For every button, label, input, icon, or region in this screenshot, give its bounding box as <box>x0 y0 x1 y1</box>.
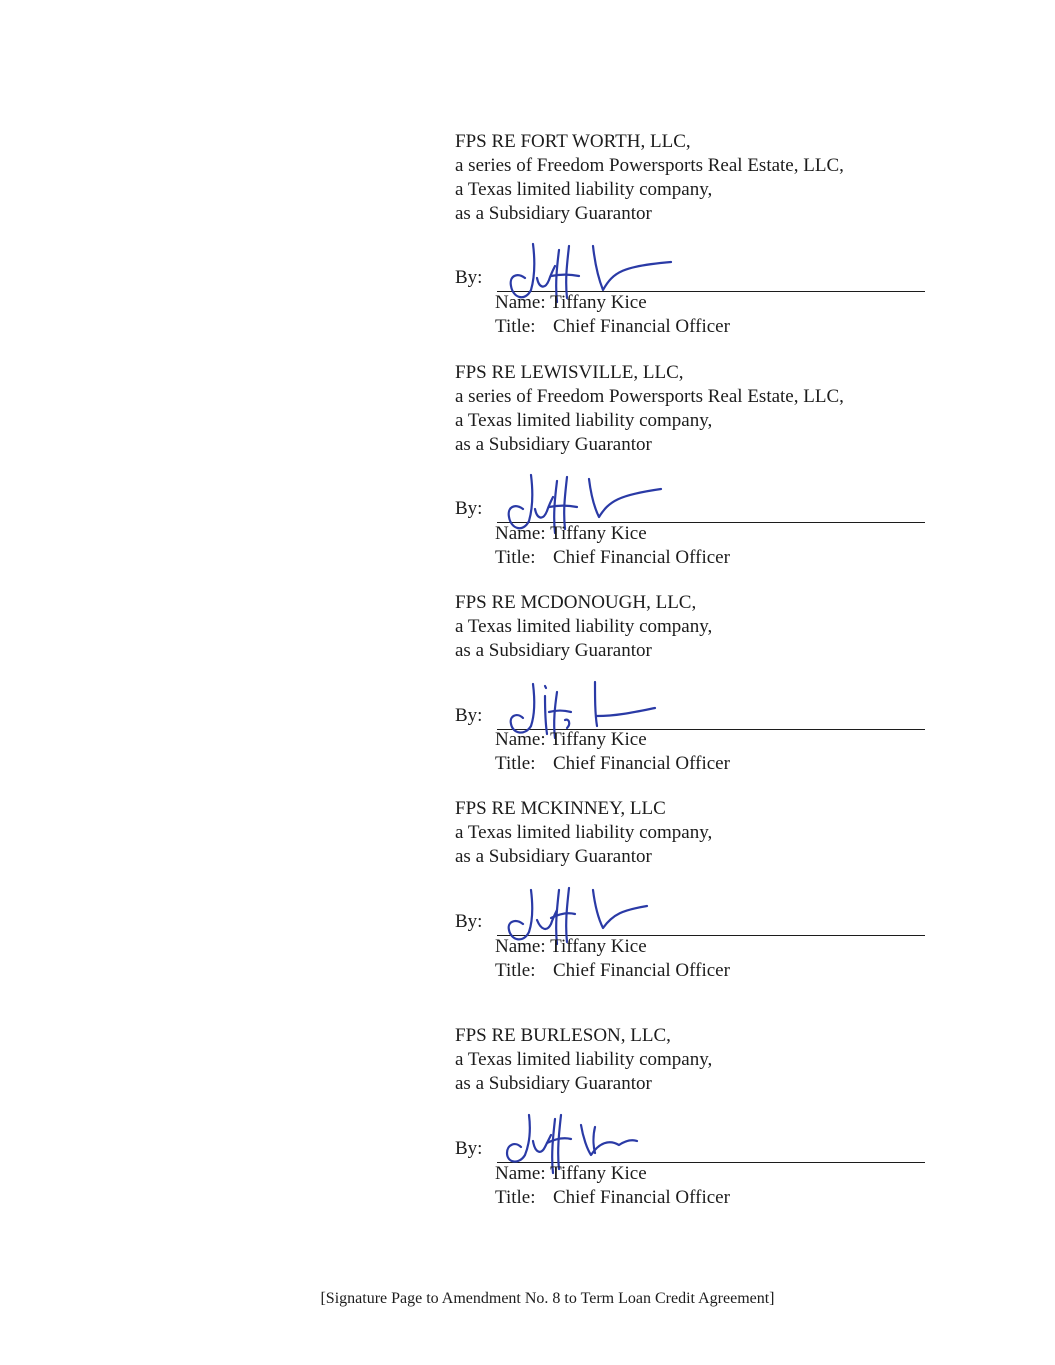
signer-name-row <box>495 935 730 959</box>
entity-name: FPS RE LEWISVILLE, LLC, <box>455 362 684 383</box>
signer-title-row <box>495 315 730 339</box>
name-label: Name: <box>495 729 546 750</box>
name-label: Name: <box>495 292 546 313</box>
signature-row <box>455 473 925 523</box>
signer-name: Tiffany Kice <box>550 729 647 750</box>
signer-details <box>495 1162 730 1210</box>
by-label: By: <box>455 498 483 519</box>
entity-description-line: a series of Freedom Powersports Real Estate, LLC, <box>455 155 844 176</box>
entity-description-line: a Texas limited liability company, <box>455 616 713 637</box>
signer-title: Chief Financial Officer <box>553 753 730 774</box>
signatory-block-lewisville <box>455 361 925 457</box>
by-label: By: <box>455 1138 483 1159</box>
signer-title: Chief Financial Officer <box>553 547 730 568</box>
entity-description-line: as a Subsidiary Guarantor <box>455 640 652 661</box>
signer-title-row <box>495 1186 730 1210</box>
signatory-block-mckinney <box>455 797 925 869</box>
entity-description-line: a Texas limited liability company, <box>455 1049 713 1070</box>
signer-name-row <box>495 522 730 546</box>
signer-details <box>495 522 730 570</box>
entity-description-line: as a Subsidiary Guarantor <box>455 434 652 455</box>
signatory-block-mcdonough <box>455 591 925 663</box>
signer-title-row <box>495 752 730 776</box>
entity-name: FPS RE BURLESON, LLC, <box>455 1025 671 1046</box>
by-label: By: <box>455 911 483 932</box>
signature-row <box>455 242 925 292</box>
signatory-block-fort-worth <box>455 130 925 226</box>
title-label: Title: <box>495 960 536 981</box>
signer-details <box>495 728 730 776</box>
entity-description-line: as a Subsidiary Guarantor <box>455 846 652 867</box>
signer-title-row <box>495 959 730 983</box>
name-label: Name: <box>495 936 546 957</box>
signer-name-row <box>495 1162 730 1186</box>
entity-description-line: as a Subsidiary Guarantor <box>455 1073 652 1094</box>
signer-name: Tiffany Kice <box>550 1163 647 1184</box>
signer-name-row <box>495 728 730 752</box>
signer-details <box>495 291 730 339</box>
title-label: Title: <box>495 547 536 568</box>
signer-title: Chief Financial Officer <box>553 960 730 981</box>
entity-name: FPS RE FORT WORTH, LLC, <box>455 131 691 152</box>
name-label: Name: <box>495 1163 546 1184</box>
entity-description-line: a Texas limited liability company, <box>455 410 713 431</box>
entity-name: FPS RE MCKINNEY, LLC <box>455 798 666 819</box>
signer-title: Chief Financial Officer <box>553 316 730 337</box>
name-label: Name: <box>495 523 546 544</box>
entity-description-line: a Texas limited liability company, <box>455 179 713 200</box>
by-label: By: <box>455 705 483 726</box>
signature-row <box>455 680 925 730</box>
signature-row <box>455 886 925 936</box>
by-label: By: <box>455 267 483 288</box>
title-label: Title: <box>495 316 536 337</box>
entity-description-line: as a Subsidiary Guarantor <box>455 203 652 224</box>
entity-name: FPS RE MCDONOUGH, LLC, <box>455 592 697 613</box>
title-label: Title: <box>495 753 536 774</box>
entity-description-line: a series of Freedom Powersports Real Estate, LLC, <box>455 386 844 407</box>
signer-name: Tiffany Kice <box>550 523 647 544</box>
signer-title: Chief Financial Officer <box>553 1187 730 1208</box>
signer-name: Tiffany Kice <box>550 936 647 957</box>
title-label: Title: <box>495 1187 536 1208</box>
signer-name: Tiffany Kice <box>550 292 647 313</box>
entity-description-line: a Texas limited liability company, <box>455 822 713 843</box>
signer-title-row <box>495 546 730 570</box>
signer-name-row <box>495 291 730 315</box>
signatory-block-burleson <box>455 1024 925 1096</box>
page-footer: [Signature Page to Amendment No. 8 to Term Loan Credit Agreement] <box>320 1290 775 1307</box>
signer-details <box>495 935 730 983</box>
signature-row <box>455 1113 925 1163</box>
